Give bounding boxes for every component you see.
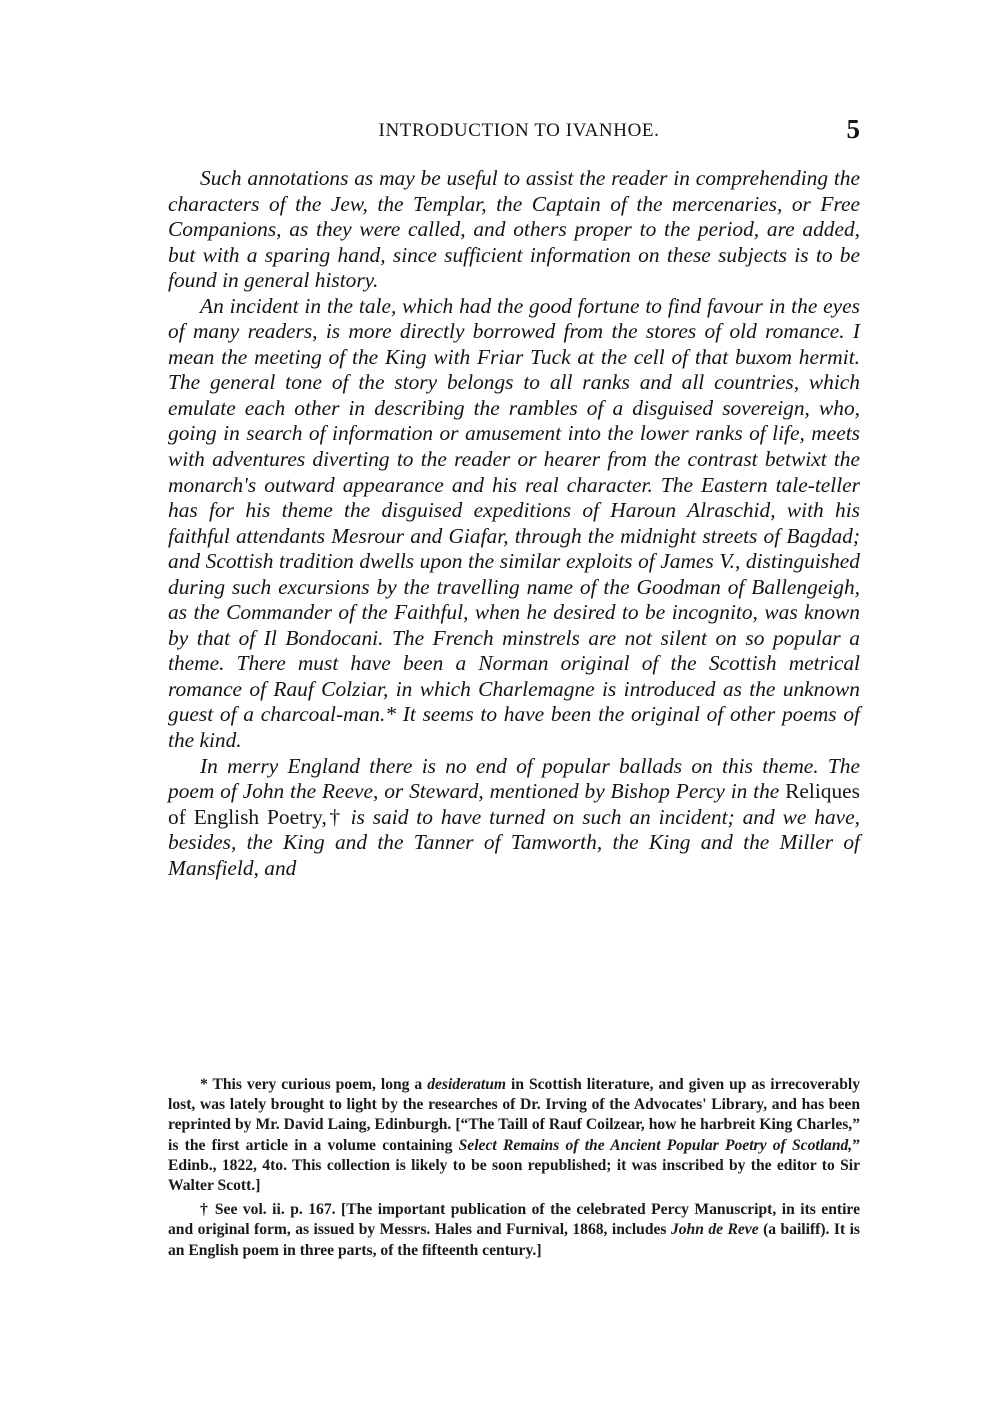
paragraph-3-text-a: In merry England there is no end of popular ballads on this theme. The poem of John the Reeve, or Steward, mentioned by Bishop Percy in the [168, 753, 860, 804]
body-text [168, 166, 860, 881]
footnote-2-emphasis: John de Reve [670, 1221, 759, 1239]
paragraph-1: Such annotations as may be useful to assist the reader in comprehending the characters of the Jew, the Templar, the Captain of the mercenaries, or Free Companions, as they were called, and others proper to the period, are added, but with a sparing hand, since sufficient information on these subjects is to be found in general history. [168, 166, 860, 293]
paragraph-2: An incident in the tale, which had the good fortune to find favour in the eyes of many readers, is more directly borrowed from the stores of old romance. I mean the meeting of the King with Friar Tuck at the cell of that buxom hermit. The general tone of the story belongs to all ranks and all countries, which emulate each other in describing the rambles of a disguised sovereign, who, going in search of information or amusement into the lower ranks of life, meets with adventures diverting to the reader or hearer from the contrast betwixt the monarch's outward appearance and his real character. The Eastern tale-teller has for his theme the disguised expeditions of Haroun Alraschid, with his faithful attendants Mesrour and Giafar, through the midnight streets of Bagdad; and Scottish tradition dwells upon the similar exploits of James V., distinguished during such excursions by the travelling name of the Goodman of Ballengeigh, as the Commander of the Faithful, when he desired to be incognito, was known by that of Il Bondocani. The French minstrels are not silent on so popular a theme. There must have been a Norman original of the Scottish metrical romance of Rauf Colziar, in which Charlemagne is introduced as the unknown guest of a charcoal-man.* It seems to have been the original of other poems of the kind. [168, 293, 860, 753]
dagger-mark: † [326, 804, 343, 829]
footnote-1-emphasis-1: desideratum [427, 1076, 507, 1093]
footnotes [168, 1075, 860, 1265]
footnote-1-emphasis-2: Select Remains of the Ancient Popular Poetry of Scotland, [458, 1136, 853, 1154]
paragraph-3-text-b: is said to have turned on such an incident; and we have, besides, the King and the Tanner of Tamworth, the King and the Miller of Mansfield, and [168, 804, 860, 880]
running-title: INTRODUCTION TO IVANHOE. [378, 120, 660, 141]
running-head [168, 116, 860, 148]
footnote-1-text-b: in Scottish literature, and given up as irrecoverably lost, was lately brought to light by the researches of Dr. Irving of the Advocates' Library, and has been reprinted by Mr. David Laing, Edinburgh. [“The Taill of Rauf Coilzear, how he harbreit King Charles,” is the first article in a volume containing [168, 1076, 861, 1154]
footnote-1 [168, 1075, 860, 1196]
page-number: 5 [846, 114, 860, 144]
footnote-2-text-a: † See vol. ii. p. 167. [The important publication of the celebrated Percy Manuscript, in its entire and original form, as issued by Messrs. Hales and Furnival, 1868, includes [168, 1201, 860, 1239]
paragraph-3 [168, 754, 860, 882]
footnote-2 [168, 1200, 860, 1261]
footnote-2-text-b: (a bailiff). It is an English poem in three parts, of the fifteenth century.] [168, 1221, 860, 1259]
footnote-1-text-a: * This very curious poem, long a [200, 1076, 423, 1093]
footnote-1-text-c: ” Edinb., 1822, 4to. This collection is likely to be soon republished; it was inscribed by the editor to Sir Walter Scott.] [168, 1136, 860, 1195]
reliques-title: Reliques of English Poetry, [168, 779, 860, 829]
